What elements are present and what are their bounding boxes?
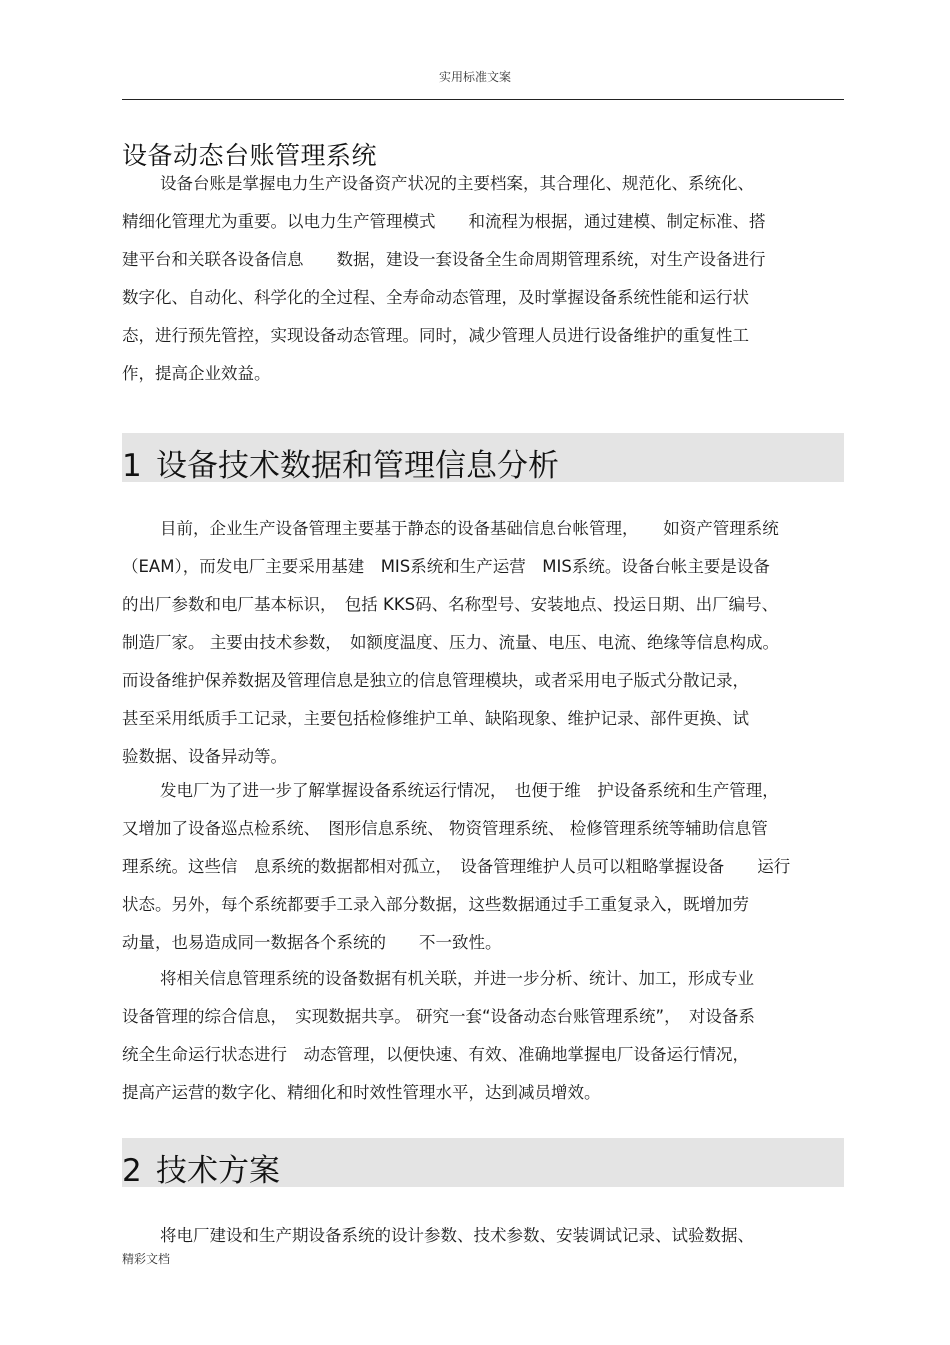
- paragraph-line: 动量，也易造成同一数据各个系统的 不一致性。: [122, 933, 502, 952]
- intro-line: 精细化管理尤为重要。以电力生产管理模式 和流程为根据，通过建模、制定标准、搭: [122, 212, 766, 231]
- section-1-paragraph-2: [122, 772, 844, 962]
- page-header: 实用标准文案: [438, 70, 511, 84]
- paragraph-line: 统全生命运行状态进行 动态管理，以便快速、有效、准确地掌握电厂设备运行情况，: [122, 1045, 749, 1064]
- paragraph-line: 目前，企业生产设备管理主要基于静态的设备基础信息台帐管理， 如资产管理系统: [160, 519, 779, 538]
- section-1-paragraph-1: [122, 510, 844, 776]
- section-2-number: 2: [122, 1153, 142, 1189]
- paragraph-line: 状态。另外，每个系统都要手工录入部分数据，这些数据通过手工重复录入，既增加劳: [122, 895, 749, 914]
- paragraph-line: 将电厂建设和生产期设备系统的设计参数、技术参数、安装调试记录、试验数据、: [160, 1226, 754, 1245]
- section-1-number: 1: [122, 448, 142, 484]
- paragraph-line: 将相关信息管理系统的设备数据有机关联，并进一步分析、统计、加工，形成专业: [160, 969, 754, 988]
- section-1-paragraph-3: [122, 960, 844, 1112]
- paragraph-line: 设备管理的综合信息， 实现数据共享。 研究一套“设备动态台账管理系统”， 对设备系: [122, 1007, 755, 1026]
- intro-line: 作，提高企业效益。: [122, 364, 271, 383]
- section-1-title: 设备技术数据和管理信息分析: [156, 448, 559, 484]
- paragraph-line: 发电厂为了进一步了解掌握设备系统运行情况， 也便于维 护设备系统和生产管理，: [160, 781, 779, 800]
- paragraph-line: 的出厂参数和电厂基本标识， 包括 KKS码、名称型号、安装地点、投运日期、出厂编号、: [122, 595, 779, 614]
- intro-line: 态，进行预先管控，实现设备动态管理。同时，减少管理人员进行设备维护的重复性工: [122, 326, 749, 345]
- paragraph-line: 而设备维护保养数据及管理信息是独立的信息管理模块，或者采用电子版式分散记录，: [122, 671, 749, 690]
- paragraph-line: （EAM），而发电厂主要采用基建 MIS系统和生产运营 MIS系统。设备台帐主要是设备: [122, 557, 770, 576]
- section-2-paragraph-1: [122, 1217, 844, 1255]
- intro-line: 设备台账是掌握电力生产设备资产状况的主要档案，其合理化、规范化、系统化、: [160, 174, 754, 193]
- paragraph-line: 甚至采用纸质手工记录，主要包括检修维护工单、缺陷现象、维护记录、部件更换、试: [122, 709, 749, 728]
- section-1-heading: [122, 440, 559, 485]
- section-2-title: 技术方案: [156, 1153, 280, 1189]
- paragraph-line: 制造厂家。 主要由技术参数， 如额度温度、压力、流量、电压、电流、绝缘等信息构成。: [122, 633, 779, 652]
- paragraph-line: 理系统。这些信 息系统的数据都相对孤立， 设备管理维护人员可以粗略掌握设备 运行: [122, 857, 791, 876]
- paragraph-line: 提高产运营的数字化、精细化和时效性管理水平，达到减员增效。: [122, 1083, 601, 1102]
- page-footer: 精彩文档: [122, 1252, 171, 1266]
- intro-paragraph: [122, 165, 844, 393]
- paragraph-line: 又增加了设备巡点检系统、 图形信息系统、 物资管理系统、 检修管理系统等辅助信息管: [122, 819, 768, 838]
- intro-line: 建平台和关联各设备信息 数据，建设一套设备全生命周期管理系统，对生产设备进行: [122, 250, 766, 269]
- intro-line: 数字化、自动化、科学化的全过程、全寿命动态管理，及时掌握设备系统性能和运行状: [122, 288, 749, 307]
- paragraph-line: 验数据、设备异动等。: [122, 747, 287, 766]
- header-divider: [122, 99, 844, 100]
- document-title: 设备动态台账管理系统: [122, 141, 378, 170]
- section-2-heading: [122, 1145, 280, 1190]
